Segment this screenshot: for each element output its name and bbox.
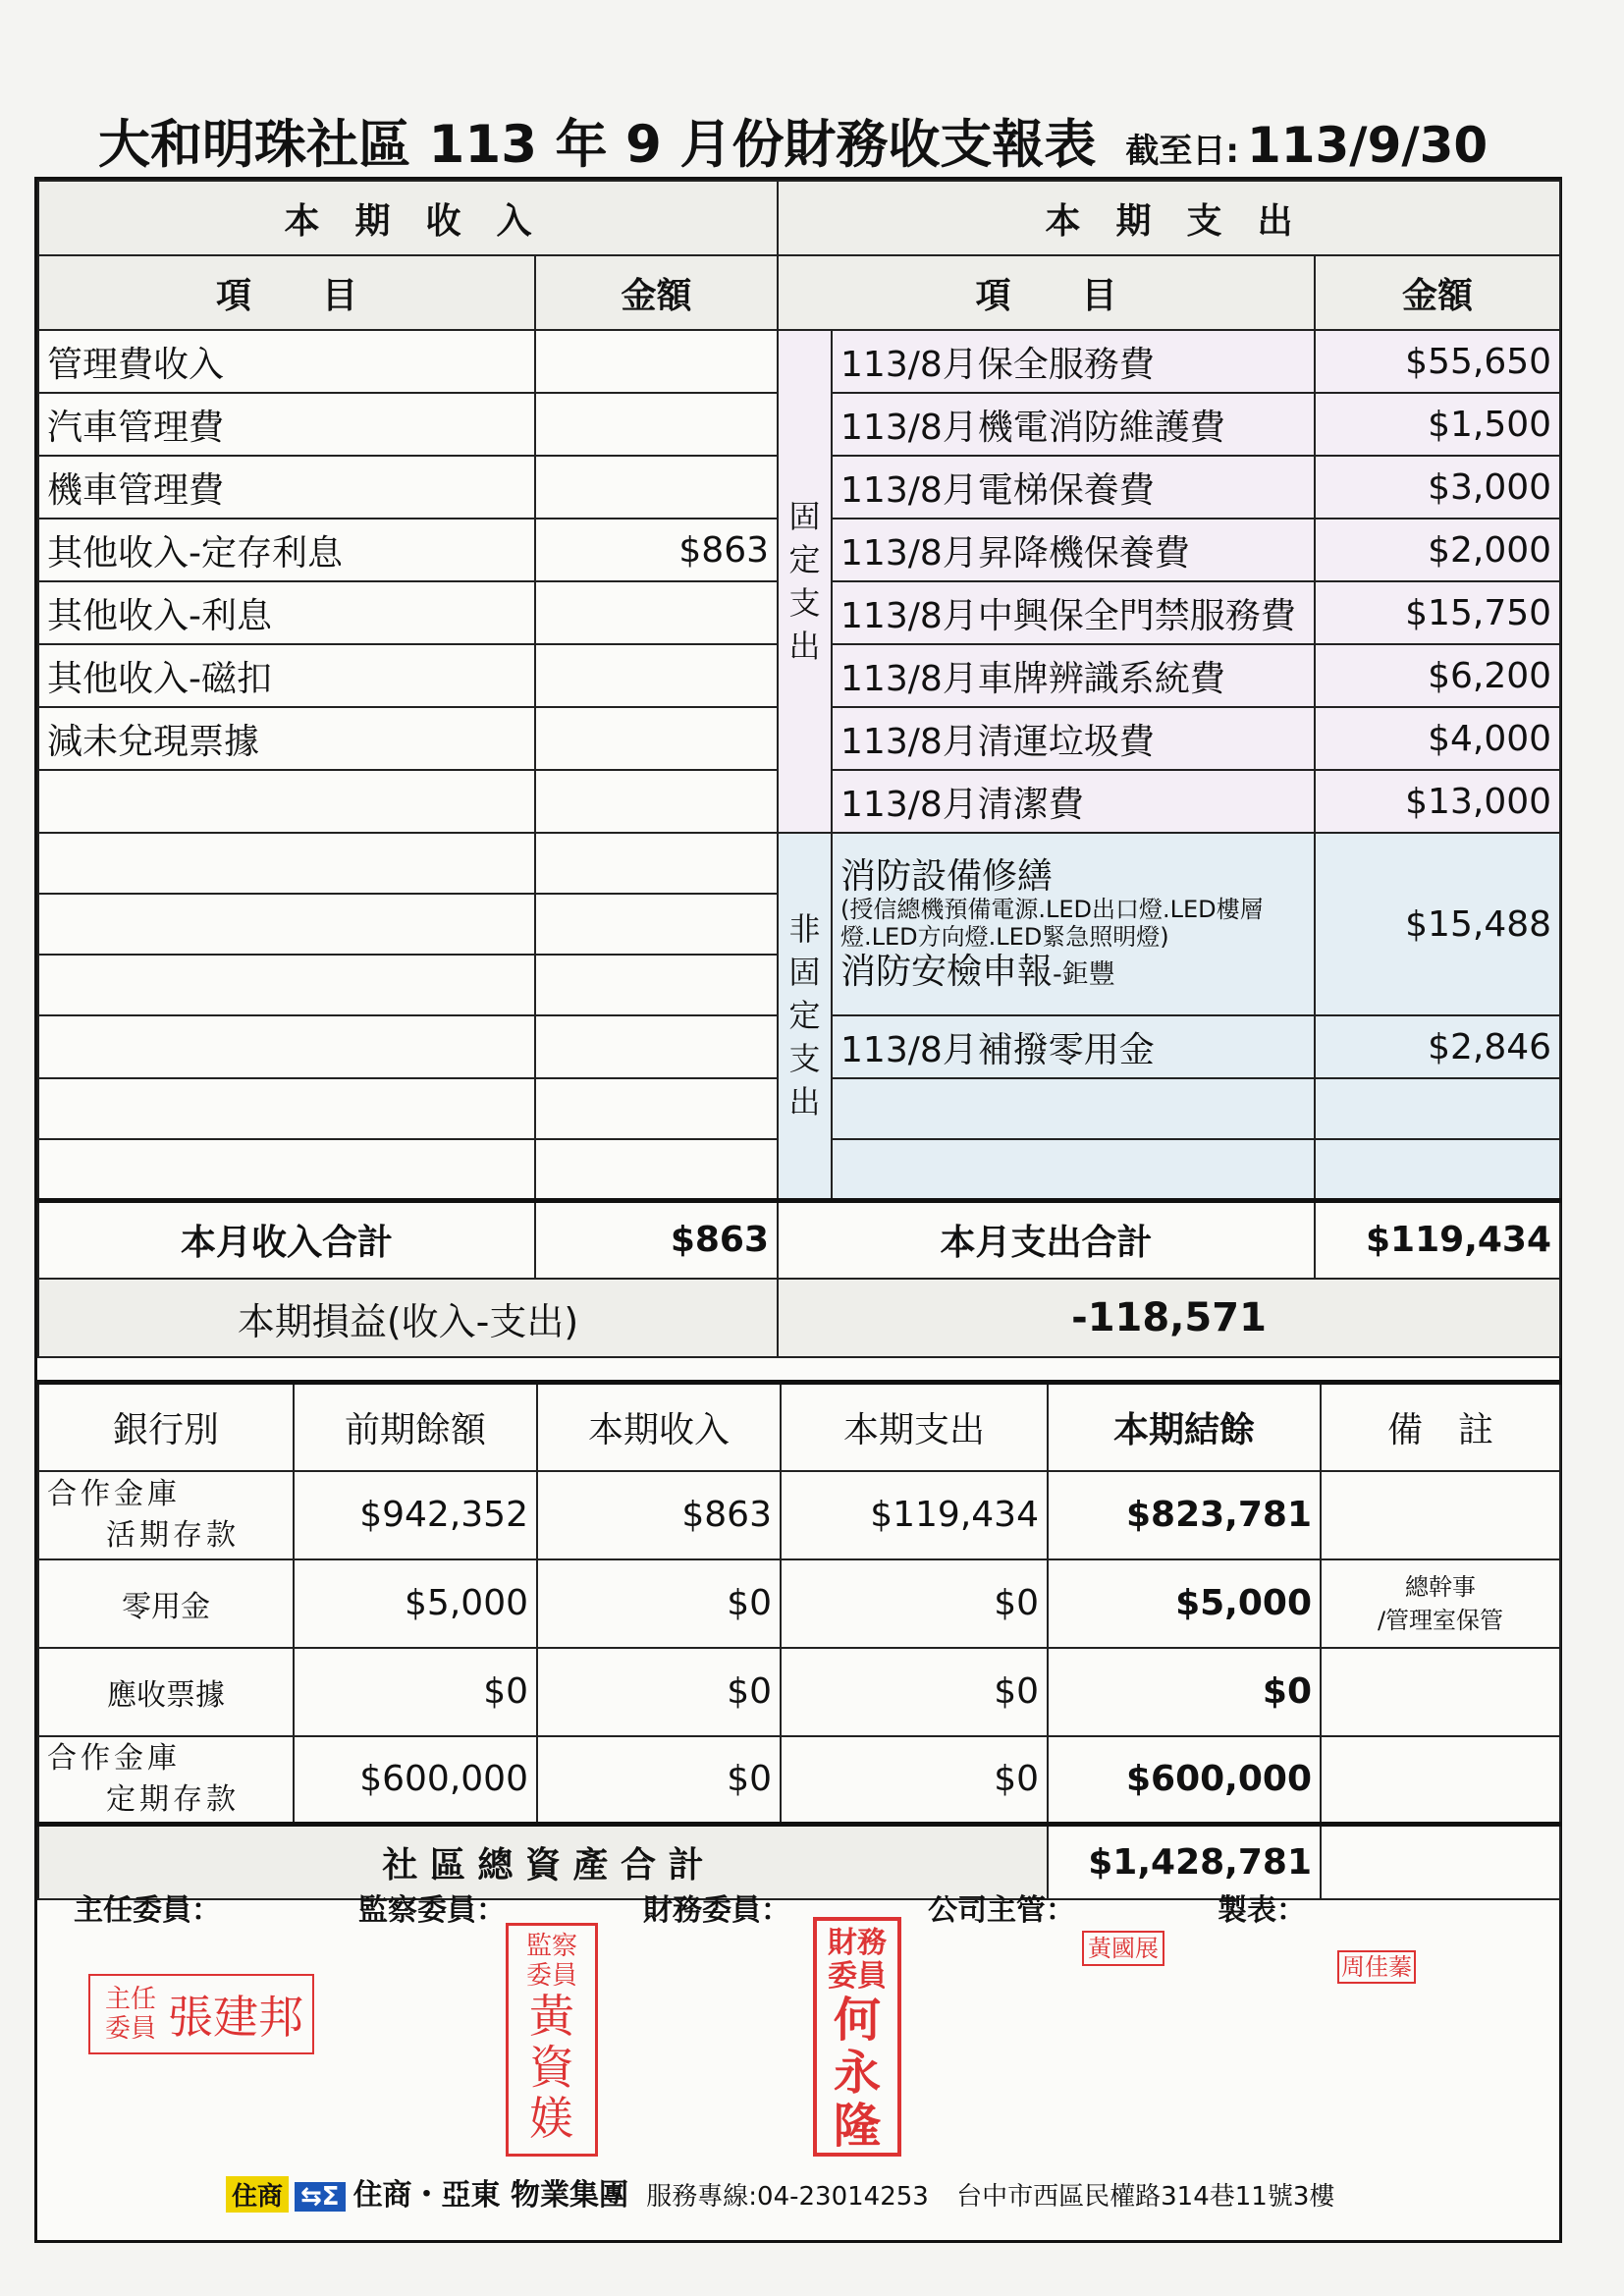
fixed-expense-amount: $15,750 xyxy=(1315,581,1560,644)
fixed-expense-amount: $3,000 xyxy=(1315,456,1560,519)
fixed-expense-amount: $2,000 xyxy=(1315,519,1560,581)
cutoff-label: 截至日: xyxy=(1125,132,1239,171)
bank-name-line2: 定期存款 xyxy=(106,1781,240,1817)
expense-empty-cell xyxy=(832,1078,1315,1139)
fixed-expense-amount: $55,650 xyxy=(1315,330,1560,393)
chair-seal xyxy=(88,1974,314,2054)
fixed-expense-item: 113/8月昇降機保養費 xyxy=(832,519,1315,581)
income-empty-cell xyxy=(38,955,535,1015)
income-empty-cell xyxy=(38,1078,535,1139)
income-empty-cell xyxy=(38,770,535,833)
bank-prev: $0 xyxy=(294,1648,537,1736)
bank-expense: $0 xyxy=(781,1559,1048,1648)
bank-expense: $0 xyxy=(781,1648,1048,1736)
bank-col-balance: 本期結餘 xyxy=(1048,1383,1321,1471)
income-empty-cell xyxy=(38,1015,535,1078)
bank-balance: $5,000 xyxy=(1048,1559,1321,1648)
total-assets-note xyxy=(1321,1825,1560,1899)
income-empty-cell xyxy=(535,955,778,1015)
company-logo-icon: 住商 xyxy=(226,2176,289,2213)
income-header: 本 期 收 入 xyxy=(38,181,778,255)
income-amount xyxy=(535,393,778,456)
cutoff-date: 113/9/30 xyxy=(1246,117,1489,174)
income-total-label: 本月收入合計 xyxy=(38,1200,535,1279)
bank-note xyxy=(1321,1559,1560,1648)
income-item: 機車管理費 xyxy=(38,456,535,519)
fixed-expense-item: 113/8月清運垃圾費 xyxy=(832,707,1315,770)
bank-col-expense: 本期支出 xyxy=(781,1383,1048,1471)
fire-repair-cell xyxy=(832,833,1315,1015)
expense-empty-cell xyxy=(832,1139,1315,1200)
expense-col-amount: 金額 xyxy=(1315,255,1560,330)
bank-name-cell xyxy=(38,1736,294,1825)
petty-cash-amount: $2,846 xyxy=(1315,1015,1560,1078)
fire-repair-amount: $15,488 xyxy=(1315,833,1560,1015)
finance-seal-name: 何永隆 xyxy=(833,1993,881,2154)
supervisor-seal xyxy=(506,1923,598,2157)
income-empty-cell xyxy=(535,833,778,894)
bank-name-cell xyxy=(38,1471,294,1559)
income-amount xyxy=(535,644,778,707)
fixed-expense-item: 113/8月保全服務費 xyxy=(832,330,1315,393)
income-empty-cell xyxy=(38,833,535,894)
bank-note xyxy=(1321,1648,1560,1736)
income-item: 汽車管理費 xyxy=(38,393,535,456)
company-mark-icon: ⇆Σ xyxy=(295,2182,346,2212)
chair-seal-name: 張建邦 xyxy=(168,1991,303,2044)
pnl-value: -118,571 xyxy=(778,1279,1560,1357)
fire-check-label: 消防安檢申報 xyxy=(840,951,1054,992)
bank-name-cell xyxy=(38,1648,294,1736)
expense-empty-cell xyxy=(1315,1139,1560,1200)
sig-manager-label: 公司主管： xyxy=(928,1893,1075,1928)
bank-balance: $0 xyxy=(1048,1648,1321,1736)
report-title-main: 大和明珠社區 113 年 9 月份財務收支報表 xyxy=(98,115,1097,175)
bank-name-line1: 應收票據 xyxy=(107,1677,225,1713)
expense-header: 本 期 支 出 xyxy=(778,181,1560,255)
income-empty-cell xyxy=(38,1139,535,1200)
fixed-expense-item: 113/8月車牌辨識系統費 xyxy=(832,644,1315,707)
bank-expense: $119,434 xyxy=(781,1471,1048,1559)
income-empty-cell xyxy=(535,894,778,955)
income-empty-cell xyxy=(535,770,778,833)
preparer-seal xyxy=(1337,1950,1416,1984)
fixed-expense-amount: $13,000 xyxy=(1315,770,1560,833)
fixed-expense-item: 113/8月機電消防維護費 xyxy=(832,393,1315,456)
fire-repair-detail-1: (授信總機預備電源.LED出口燈.LED樓層 xyxy=(840,896,1264,924)
fixed-expense-item: 113/8月中興保全門禁服務費 xyxy=(832,581,1315,644)
bank-income: $863 xyxy=(537,1471,781,1559)
income-item: 減未兌現票據 xyxy=(38,707,535,770)
fixed-expense-item: 113/8月清潔費 xyxy=(832,770,1315,833)
income-empty-cell xyxy=(535,1078,778,1139)
income-empty-cell xyxy=(38,894,535,955)
fixed-expense-amount: $4,000 xyxy=(1315,707,1560,770)
sig-preparer-label: 製表： xyxy=(1218,1893,1306,1928)
bank-note xyxy=(1321,1471,1560,1559)
petty-cash-item: 113/8月補撥零用金 xyxy=(832,1015,1315,1078)
bank-col-note: 備 註 xyxy=(1321,1383,1560,1471)
income-amount xyxy=(535,330,778,393)
bank-prev: $5,000 xyxy=(294,1559,537,1648)
income-amount xyxy=(535,707,778,770)
fixed-expense-amount: $1,500 xyxy=(1315,393,1560,456)
expense-empty-cell xyxy=(1315,1078,1560,1139)
income-amount xyxy=(535,581,778,644)
footer xyxy=(226,2170,1334,2214)
bank-balance: $600,000 xyxy=(1048,1736,1321,1825)
bank-income: $0 xyxy=(537,1559,781,1648)
supervisor-seal-title: 監察委員 xyxy=(525,1932,577,1991)
preparer-seal-name: 周佳蓁 xyxy=(1341,1953,1412,1981)
footer-service: 服務專線:04-23014253 xyxy=(646,2182,929,2212)
bank-name-line1: 合作金庫 xyxy=(47,1740,181,1776)
fixed-expense-label: 固定支出 xyxy=(778,330,832,833)
bank-col-prev: 前期餘額 xyxy=(294,1383,537,1471)
bank-balance-table xyxy=(37,1380,1561,1900)
fixed-expense-amount: $6,200 xyxy=(1315,644,1560,707)
supervisor-seal-name: 黃資媄 xyxy=(529,1990,574,2145)
income-item: 其他收入-磁扣 xyxy=(38,644,535,707)
income-col-item: 項 目 xyxy=(38,255,535,330)
bank-note-line2: /管理室保管 xyxy=(1377,1606,1504,1634)
pnl-label: 本期損益(收入-支出) xyxy=(38,1279,778,1357)
bank-name-line1: 零用金 xyxy=(122,1589,210,1624)
income-item: 其他收入-定存利息 xyxy=(38,519,535,581)
income-empty-cell xyxy=(535,1139,778,1200)
total-assets-value: $1,428,781 xyxy=(1048,1825,1321,1899)
expense-col-item: 項 目 xyxy=(778,255,1315,330)
bank-note-line1: 總幹事 xyxy=(1405,1572,1476,1601)
manager-seal-name: 黃國展 xyxy=(1088,1935,1159,1962)
bank-income: $0 xyxy=(537,1648,781,1736)
footer-address: 台中市西區民權路314巷11號3樓 xyxy=(956,2182,1335,2212)
sig-supervisor-label: 監察委員： xyxy=(358,1893,506,1928)
finance-seal xyxy=(813,1917,901,2157)
income-item: 管理費收入 xyxy=(38,330,535,393)
chair-seal-title: 主任委員 xyxy=(104,1985,156,2044)
bank-name-cell xyxy=(38,1559,294,1648)
manager-seal xyxy=(1082,1931,1164,1966)
expense-total-value: $119,434 xyxy=(1315,1200,1560,1279)
footer-company: 住商・亞東 物業集團 xyxy=(352,2178,629,2213)
bank-name-line1: 合作金庫 xyxy=(47,1476,181,1511)
report-sheet xyxy=(34,177,1562,2243)
bank-name-line2: 活期存款 xyxy=(106,1517,240,1553)
bank-col-income: 本期收入 xyxy=(537,1383,781,1471)
bank-prev: $600,000 xyxy=(294,1736,537,1825)
income-empty-cell xyxy=(535,1015,778,1078)
report-title xyxy=(98,103,1571,182)
income-col-amount: 金額 xyxy=(535,255,778,330)
income-amount: $863 xyxy=(535,519,778,581)
fixed-expense-item: 113/8月電梯保養費 xyxy=(832,456,1315,519)
income-expense-table xyxy=(37,180,1561,1358)
fire-repair-title: 消防設備修繕 xyxy=(840,856,1054,898)
bank-prev: $942,352 xyxy=(294,1471,537,1559)
fire-repair-detail-2: 燈.LED方向燈.LED緊急照明燈) xyxy=(840,923,1169,951)
finance-seal-title: 財務委員 xyxy=(828,1926,887,1994)
bank-note xyxy=(1321,1736,1560,1825)
bank-expense: $0 xyxy=(781,1736,1048,1825)
total-assets-label: 社 區 總 資 產 合 計 xyxy=(38,1825,1048,1899)
nonfixed-expense-label: 非固定支出 xyxy=(778,833,832,1200)
income-item: 其他收入-利息 xyxy=(38,581,535,644)
bank-col-name: 銀行別 xyxy=(38,1383,294,1471)
bank-income: $0 xyxy=(537,1736,781,1825)
sig-chair-label: 主任委員： xyxy=(74,1893,221,1928)
sig-finance-label: 財務委員： xyxy=(643,1893,790,1928)
fire-check-line xyxy=(840,952,1306,992)
expense-total-label: 本月支出合計 xyxy=(778,1200,1315,1279)
income-total-value: $863 xyxy=(535,1200,778,1279)
bank-balance: $823,781 xyxy=(1048,1471,1321,1559)
fire-check-vendor: -鉅豐 xyxy=(1053,958,1115,990)
income-amount xyxy=(535,456,778,519)
